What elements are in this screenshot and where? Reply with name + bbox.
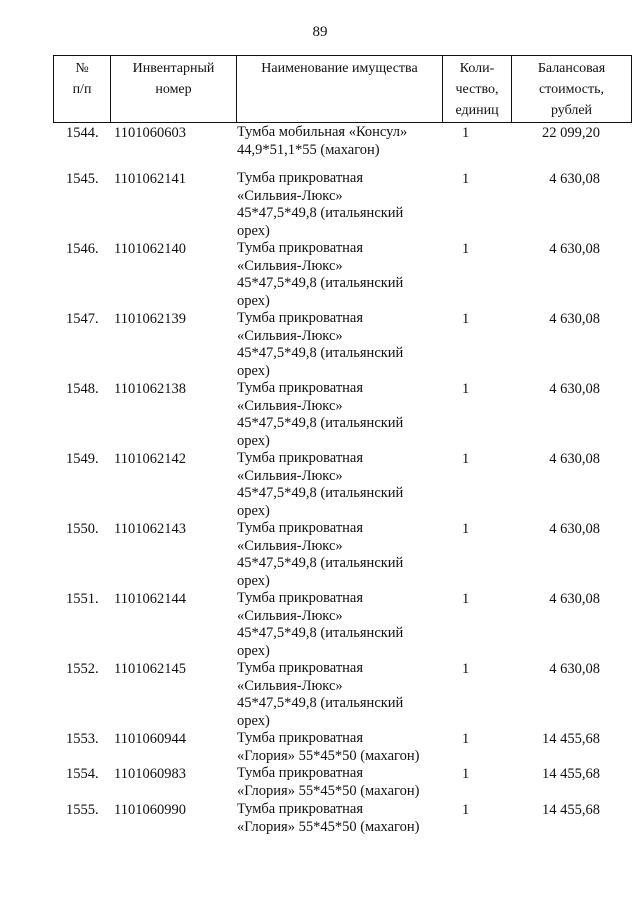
item-name-line: Тумба прикроватная	[237, 380, 364, 396]
item-name-line: орех)	[237, 712, 270, 729]
table-row	[53, 660, 606, 730]
item-name-line: Тумба прикроватная	[237, 730, 364, 746]
row-number: 1545.	[66, 171, 99, 187]
balance-cost: 14 455,68	[542, 766, 600, 782]
balance-cost: 4 630,08	[549, 311, 600, 327]
inventory-number: 1101060990	[114, 802, 186, 818]
row-number: 1552.	[66, 661, 99, 677]
item-name-line: «Сильвия-Люкс»	[237, 327, 343, 344]
quantity: 1	[462, 766, 470, 782]
table-row	[53, 520, 606, 590]
item-name-line: орех)	[237, 572, 270, 589]
item-name-line: «Глория» 55*45*50 (махагон)	[237, 747, 420, 764]
item-name-line: 45*47,5*49,8 (итальянский	[237, 485, 404, 501]
row-number: 1554.	[66, 766, 99, 782]
item-name-line: 45*47,5*49,8 (итальянский	[237, 415, 404, 431]
inventory-number: 1101060944	[114, 731, 186, 747]
item-name	[237, 520, 442, 590]
item-name-line: «Сильвия-Люкс»	[237, 397, 343, 414]
quantity: 1	[462, 802, 470, 818]
item-name-line: 45*47,5*49,8 (итальянский	[237, 625, 404, 641]
item-name-line: орех)	[237, 362, 270, 379]
item-name-line: орех)	[237, 222, 270, 239]
item-name	[237, 590, 442, 660]
item-name	[237, 380, 442, 450]
quantity: 1	[462, 381, 470, 397]
item-name-line: Тумба прикроватная	[237, 240, 364, 256]
inventory-number: 1101060603	[114, 125, 186, 141]
item-name-line: 44,9*51,1*55 (махагон)	[237, 141, 380, 158]
row-number: 1551.	[66, 591, 99, 607]
header-quantity-line: чество,	[455, 82, 499, 97]
quantity: 1	[462, 661, 470, 677]
header-inventory-line: Инвентарный	[132, 61, 215, 76]
balance-cost: 14 455,68	[542, 731, 600, 747]
header-quantity-line: единиц	[455, 103, 499, 118]
table-row	[53, 590, 606, 660]
row-number: 1555.	[66, 802, 99, 818]
item-name	[237, 240, 442, 310]
item-name-line: «Сильвия-Люкс»	[237, 607, 343, 624]
item-name-line: 45*47,5*49,8 (итальянский	[237, 555, 404, 571]
row-number: 1549.	[66, 451, 99, 467]
item-name-line: 45*47,5*49,8 (итальянский	[237, 345, 404, 361]
inventory-number: 1101062140	[114, 241, 186, 257]
item-name	[237, 124, 442, 159]
item-name-line: «Сильвия-Люкс»	[237, 537, 343, 554]
quantity: 1	[462, 591, 470, 607]
item-name-line: Тумба прикроватная	[237, 660, 364, 676]
item-name-line: «Глория» 55*45*50 (махагон)	[237, 782, 420, 799]
balance-cost: 4 630,08	[549, 241, 600, 257]
item-name-line: «Глория» 55*45*50 (махагон)	[237, 818, 420, 835]
table-row	[53, 730, 606, 765]
inventory-number: 1101062145	[114, 661, 186, 677]
header-quantity	[443, 56, 512, 123]
item-name-line: «Сильвия-Люкс»	[237, 187, 343, 204]
inventory-number: 1101060983	[114, 766, 186, 782]
inventory-number: 1101062141	[114, 171, 186, 187]
item-name-line: 45*47,5*49,8 (итальянский	[237, 695, 404, 711]
header-name-line: Наименование имущества	[261, 61, 418, 76]
item-name-line: орех)	[237, 502, 270, 519]
inventory-number: 1101062143	[114, 521, 186, 537]
row-number: 1548.	[66, 381, 99, 397]
item-name-line: 45*47,5*49,8 (итальянский	[237, 275, 404, 291]
inventory-number: 1101062142	[114, 451, 186, 467]
row-number: 1544.	[66, 125, 99, 141]
quantity: 1	[462, 521, 470, 537]
item-name-line: 45*47,5*49,8 (итальянский	[237, 205, 404, 221]
header-number-line: №	[75, 61, 89, 76]
quantity: 1	[462, 451, 470, 467]
table-row	[53, 450, 606, 520]
item-name-line: Тумба прикроватная	[237, 765, 364, 781]
header-number-line: п/п	[72, 82, 92, 97]
inventory-number: 1101062144	[114, 591, 186, 607]
table-row	[53, 801, 606, 837]
quantity: 1	[462, 311, 470, 327]
balance-cost: 4 630,08	[549, 591, 600, 607]
item-name	[237, 801, 442, 836]
balance-cost: 22 099,20	[542, 125, 600, 141]
item-name-line: Тумба прикроватная	[237, 450, 364, 466]
item-name-line: Тумба прикроватная	[237, 170, 364, 186]
header-inventory	[111, 56, 237, 123]
row-number: 1553.	[66, 731, 99, 747]
balance-cost: 4 630,08	[549, 381, 600, 397]
row-number: 1546.	[66, 241, 99, 257]
item-name	[237, 450, 442, 520]
page-number: 89	[312, 24, 328, 40]
table-row	[53, 380, 606, 450]
header-name	[237, 56, 443, 123]
item-name-line: «Сильвия-Люкс»	[237, 467, 343, 484]
quantity: 1	[462, 125, 470, 141]
quantity: 1	[462, 731, 470, 747]
header-number	[54, 56, 111, 123]
item-name-line: Тумба мобильная «Консул»	[237, 124, 408, 140]
header-cost-line: стоимость,	[538, 82, 605, 97]
table-row	[53, 310, 606, 380]
item-name-line: «Сильвия-Люкс»	[237, 677, 343, 694]
balance-cost: 4 630,08	[549, 521, 600, 537]
header-inventory-line: номер	[155, 82, 192, 97]
item-name-line: Тумба прикроватная	[237, 310, 364, 326]
inventory-number: 1101062138	[114, 381, 186, 397]
item-name-line: Тумба прикроватная	[237, 590, 364, 606]
table-row	[53, 240, 606, 310]
header-cost	[512, 56, 632, 123]
inventory-number: 1101062139	[114, 311, 186, 327]
item-name-line: Тумба прикроватная	[237, 520, 364, 536]
item-name	[237, 765, 442, 800]
quantity: 1	[462, 241, 470, 257]
balance-cost: 4 630,08	[549, 451, 600, 467]
row-number: 1550.	[66, 521, 99, 537]
item-name	[237, 170, 442, 240]
item-name	[237, 310, 442, 380]
item-name	[237, 730, 442, 765]
item-name-line: Тумба прикроватная	[237, 801, 364, 817]
balance-cost: 4 630,08	[549, 661, 600, 677]
balance-cost: 4 630,08	[549, 171, 600, 187]
header-cost-line: рублей	[550, 103, 593, 118]
table-body	[53, 124, 606, 837]
table-row	[53, 170, 606, 240]
item-name	[237, 660, 442, 730]
balance-cost: 14 455,68	[542, 802, 600, 818]
table-row	[53, 124, 606, 170]
item-name-line: орех)	[237, 292, 270, 309]
item-name-line: «Сильвия-Люкс»	[237, 257, 343, 274]
item-name-line: орех)	[237, 642, 270, 659]
header-cost-line: Балансовая	[537, 61, 606, 76]
quantity: 1	[462, 171, 470, 187]
item-name-line: орех)	[237, 432, 270, 449]
header-quantity-line: Коли-	[459, 61, 495, 76]
row-number: 1547.	[66, 311, 99, 327]
table-row	[53, 765, 606, 801]
table-header	[53, 55, 632, 123]
